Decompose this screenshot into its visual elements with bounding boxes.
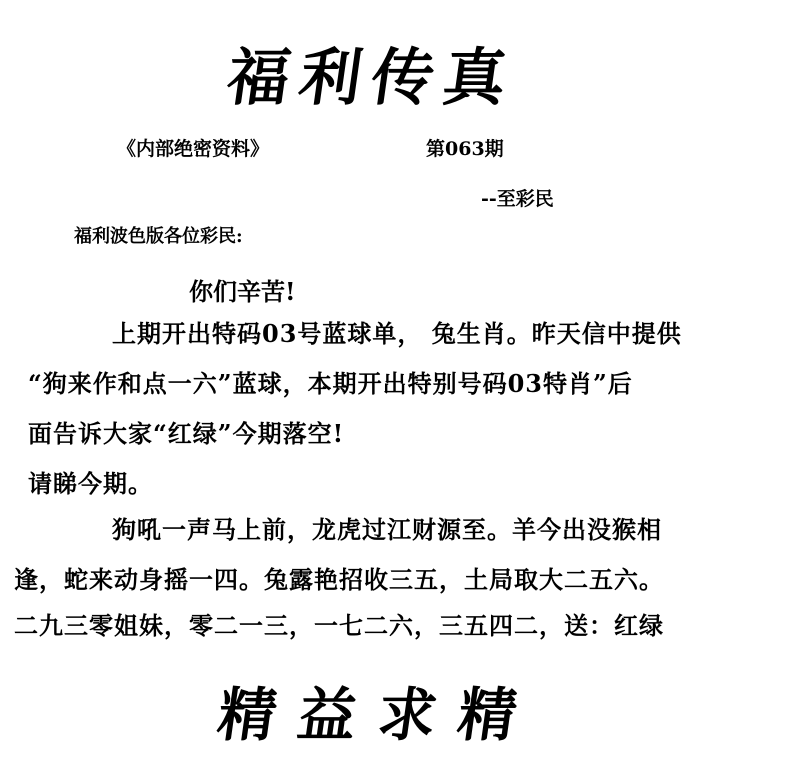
author-line: --至彩民 (481, 188, 554, 210)
publication-label: 《内部绝密资料》 (117, 138, 270, 160)
body-line: “狗来作和点一六”蓝球，本期开出特别号码03特肖”后 (28, 369, 633, 398)
body-line: 二九三零姐妹，零二一三，一七二六，三五四二，送：红绿 (14, 611, 664, 640)
body-line: 逢，蛇来动身摇一四。兔露艳招收三五，土局取大二五六。 (14, 565, 664, 594)
issue-number: 第063期 (426, 138, 504, 160)
document-title: 福利传真 (222, 41, 521, 114)
footer-slogan: 精益求精 (213, 681, 544, 749)
body-line: 上期开出特码03号蓝球单， 兔生肖。昨天信中提供 (112, 319, 682, 348)
body-line: 请睇今期。 (28, 469, 153, 498)
salutation: 你们辛苦! (189, 277, 296, 306)
body-line: 面告诉大家“红绿”今期落空! (28, 419, 345, 448)
body-line: 狗吼一声马上前，龙虎过江财源至。羊今出没猴相 (112, 515, 662, 544)
greeting: 福利波色版各位彩民: (74, 226, 243, 247)
